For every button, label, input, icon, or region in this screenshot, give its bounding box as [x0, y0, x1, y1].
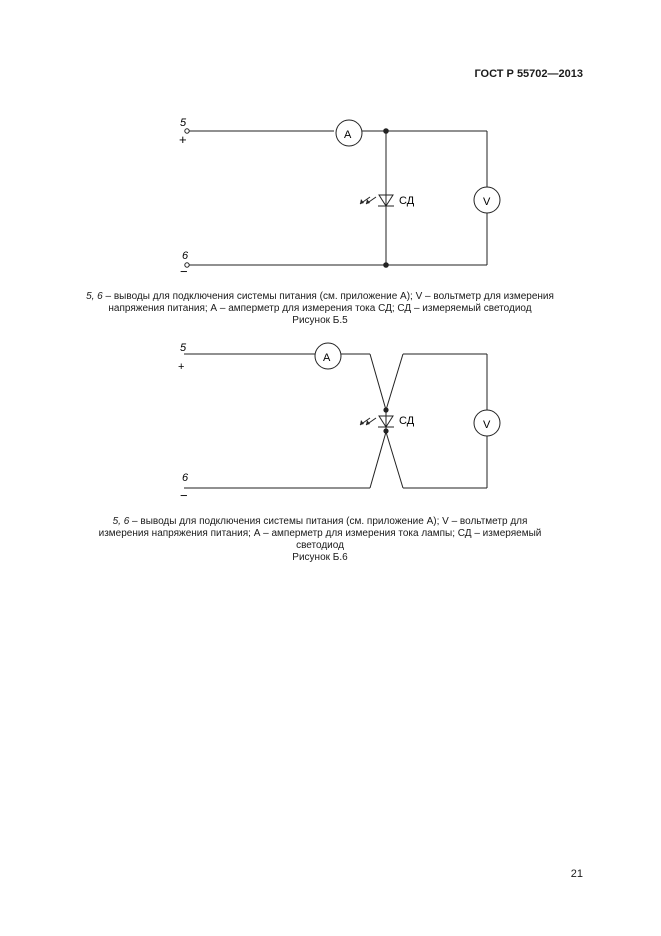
caption-line-2: измерения напряжения питания; А – амперметр для измерения тока лампы; СД – измеряемый: [98, 528, 542, 539]
voltmeter-label: V: [483, 196, 491, 208]
page-number: 21: [570, 868, 583, 880]
terminal-6-number: 6: [182, 472, 189, 484]
voltmeter-label: V: [483, 419, 491, 431]
figure-b6-caption: [40, 516, 600, 564]
wire-cross-right-top: [386, 354, 403, 410]
terminal-5-number: 5: [180, 117, 187, 129]
led-label: СД: [399, 195, 415, 207]
terminal-6-sign: −: [180, 488, 188, 500]
caption-line-1: – выводы для подключения системы питания (см. приложение А); V – вольтметр для измерения: [102, 291, 554, 302]
terminal-5-sign: +: [179, 132, 187, 147]
caption-line-3: светодиод: [296, 540, 344, 551]
terminal-5-number: 5: [180, 342, 187, 354]
figure-title: Рисунок Б.5: [292, 315, 348, 326]
junction-top: [383, 407, 388, 412]
ammeter-label: A: [344, 129, 352, 141]
junction-bottom: [383, 262, 389, 268]
wire-cross-left-top: [370, 354, 386, 410]
wire-cross-left-bottom: [370, 432, 386, 488]
figure-b5-caption: [30, 291, 610, 327]
junction-top: [383, 128, 389, 134]
standard-code: ГОСТ Р 55702—2013: [474, 68, 583, 80]
terminal-6-sign: −: [180, 264, 188, 275]
terminal-6-number: 6: [182, 250, 189, 262]
led-label: СД: [399, 415, 415, 427]
wire-cross-right-bottom: [386, 432, 403, 488]
circuit-diagram-b5: [0, 115, 661, 275]
caption-line-2: напряжения питания; А – амперметр для измерения тока СД; СД – измеряемый светодиод: [108, 303, 532, 314]
caption-terminals: 5, 6: [112, 516, 130, 527]
ammeter-label: A: [323, 352, 331, 364]
junction-bottom: [383, 428, 388, 433]
figure-title: Рисунок Б.6: [292, 552, 348, 563]
circuit-diagram-b6: [0, 340, 661, 500]
caption-line-1: – выводы для подключения системы питания (см. приложение А); V – вольтметр для: [129, 516, 528, 527]
terminal-5-sign: +: [178, 361, 185, 373]
caption-terminals: 5, 6: [86, 291, 103, 302]
